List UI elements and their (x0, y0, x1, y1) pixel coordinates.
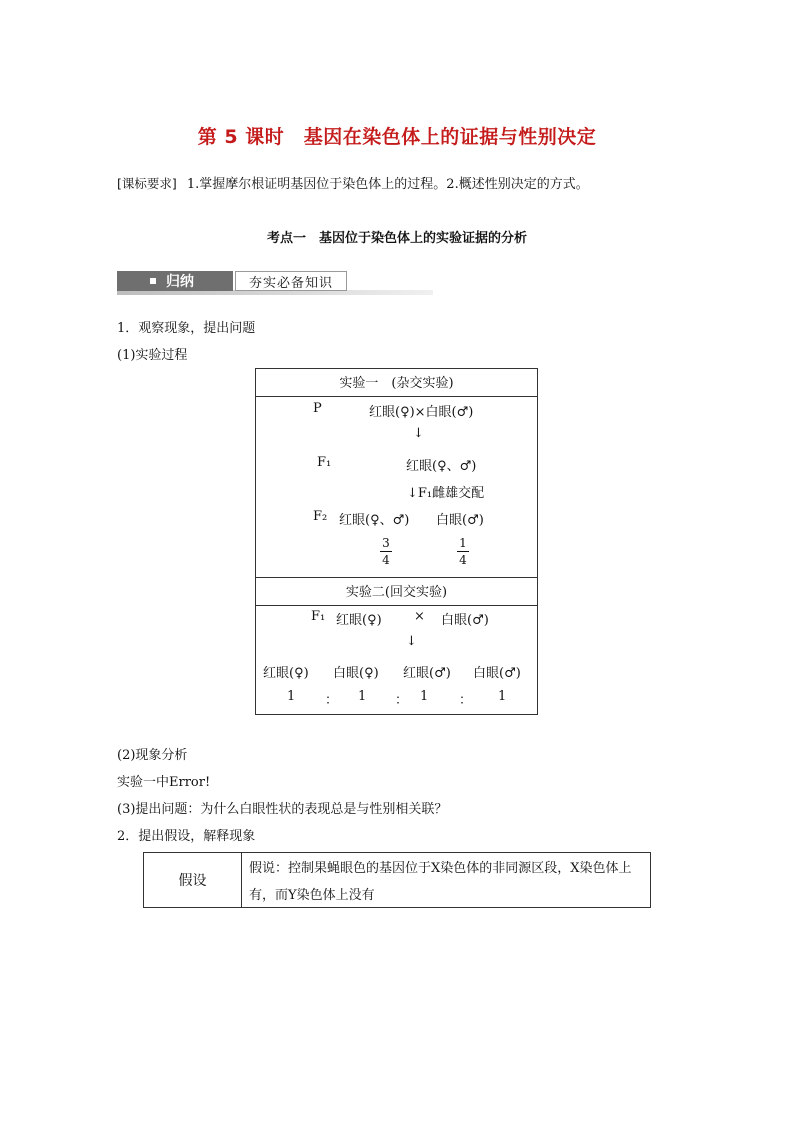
error-line: 实验一中Error! (117, 775, 211, 790)
ratio-sep: ： (395, 693, 409, 708)
hypothesis-text: 假说：控制果蝇眼色的基因位于X染色体的非同源区段，X染色体上有，而Y染色体上没有 (249, 861, 632, 903)
backcross-red: 红眼(♀) (336, 613, 382, 628)
banner-dark-label: 归纳 (166, 274, 194, 290)
f1-label: F₁ (317, 455, 332, 470)
table-divider (256, 396, 537, 397)
backcross-cross: × (414, 609, 425, 624)
banner-light-label: 夯实必备知识 (235, 271, 347, 291)
hypothesis-table (143, 852, 651, 908)
fraction-white (457, 536, 469, 567)
backcross-f1-label: F₁ (311, 609, 326, 624)
summary-banner (117, 271, 233, 291)
section-heading: 考点一 基因位于染色体上的实验证据的分析 (266, 231, 527, 246)
subheading-phenomenon-analysis: (2)现象分析 (117, 748, 188, 763)
table-divider (256, 577, 537, 578)
fraction-red-denominator: 4 (382, 553, 390, 567)
subheading-experiment-process: (1)实验过程 (117, 348, 188, 363)
down-arrow-icon: ↓ (413, 426, 424, 441)
f1-mating: ↓F₁雌雄交配 (407, 486, 485, 501)
requirement-text: 1.掌握摩尔根证明基因位于染色体上的过程。2.概述性别决定的方式。 (186, 177, 589, 192)
p-label: P (313, 401, 322, 416)
ratio-sep: ： (459, 693, 473, 708)
ratio-3: 1 (420, 689, 429, 704)
p-cross: 红眼(♀)×白眼(♂) (369, 405, 474, 420)
fraction-bar (457, 551, 469, 552)
table-divider (256, 605, 537, 606)
fraction-red (380, 536, 392, 567)
f2-label: F₂ (313, 509, 328, 524)
f2-white: 白眼(♂) (436, 513, 484, 528)
page-title: 第 5 课时 基因在染色体上的证据与性别决定 (197, 126, 597, 148)
fraction-white-denominator: 4 (459, 553, 467, 567)
fraction-white-numerator: 1 (459, 536, 467, 550)
f2-red: 红眼(♀、♂) (339, 513, 410, 528)
experiment-1-title: 实验一 (杂交实验) (339, 376, 454, 391)
offspring-white-male: 白眼(♂) (473, 666, 521, 681)
ratio-1: 1 (287, 689, 296, 704)
ratio-4: 1 (498, 689, 507, 704)
ratio-2: 1 (358, 689, 367, 704)
f1-value: 红眼(♀、♂) (406, 459, 477, 474)
fraction-red-numerator: 3 (382, 536, 390, 550)
offspring-red-male: 红眼(♂) (403, 666, 451, 681)
square-bullet-icon (150, 278, 156, 284)
section-2-heading: 2．提出假设，解释现象 (117, 829, 256, 844)
fraction-bar (380, 551, 392, 552)
experiment-table (255, 368, 538, 715)
ratio-sep: ： (325, 693, 339, 708)
down-arrow-icon: ↓ (406, 634, 417, 649)
experiment-2-title: 实验二(回交实验) (345, 585, 448, 600)
hypothesis-label: 假设 (144, 853, 242, 907)
curriculum-requirement (117, 173, 589, 192)
subheading-question: (3)提出问题：为什么白眼性状的表现总是与性别相关联？ (117, 802, 448, 817)
offspring-white-female: 白眼(♀) (333, 666, 379, 681)
backcross-white: 白眼(♂) (441, 613, 489, 628)
requirement-label: [课标要求] (117, 176, 177, 191)
offspring-red-female: 红眼(♀) (263, 666, 309, 681)
section-1-heading: 1．观察现象，提出问题 (117, 321, 256, 336)
